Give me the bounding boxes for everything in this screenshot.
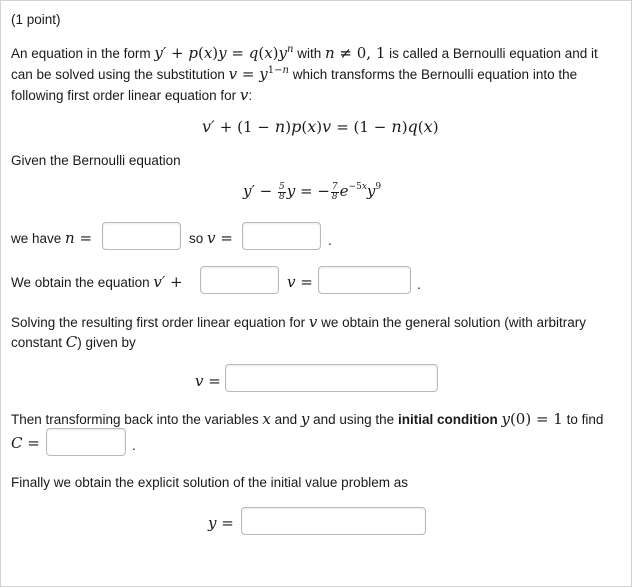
v-label: so v = [189, 229, 233, 247]
substitution-math: $v = y^{1-n}$ [228, 65, 289, 83]
period-3: . [132, 438, 136, 453]
v-equals-label: v = [287, 273, 313, 291]
points-label: (1 point) [11, 12, 61, 27]
transform-line-1: Then transforming back into the variables x and y and using the initial condition y(0) = 1 to find [11, 410, 604, 428]
c-label: C = [11, 434, 40, 452]
explicit-solution-label: y = [208, 514, 234, 532]
solving-line-2: constant C) given by [11, 333, 136, 351]
period-1: . [328, 233, 332, 248]
period-2: . [417, 277, 421, 292]
coefficient-input[interactable] [200, 266, 279, 294]
explicit-solution-input[interactable] [241, 507, 426, 535]
n-answer-input[interactable] [102, 222, 181, 250]
given-label: Given the Bernoulli equation [11, 153, 181, 168]
general-solution-input[interactable] [225, 364, 438, 392]
rhs-input[interactable] [318, 266, 411, 294]
v-substitution-input[interactable] [242, 222, 321, 250]
intro-line-3: following first order linear equation for v: [11, 86, 253, 104]
n-condition-math: n ≠ 0, 1 [324, 44, 386, 62]
intro-line-1: An equation in the form $y' + p(x)y = q(x)y^n$ with n ≠ 0, 1 is called a Bernoulli equation and it [11, 44, 598, 62]
n-label: we have n = [11, 229, 93, 247]
given-equation-display: y′ − $\frac{5}{8}$ y = − $\frac{7}{8}$ $e^{-5x}y^9$ [243, 181, 382, 202]
solving-line-1: Solving the resulting first order linear equation for v we obtain the general solution (with arbitrary [11, 313, 587, 331]
linear-equation-display: v′ + (1 − n)p(x)v = (1 − n)q(x) [202, 117, 439, 136]
intro-line-2: can be solved using the substitution $v = y^{1-n}$ which transforms the Bernoulli equation into the [11, 65, 578, 83]
bernoulli-form-math: $y' + p(x)y = q(x)y^n$ [154, 44, 294, 62]
finally-label: Finally we obtain the explicit solution of the initial value problem as [11, 475, 408, 490]
general-solution-label: v = [195, 372, 221, 390]
c-answer-input[interactable] [46, 428, 126, 456]
equation-label: We obtain the equation v′ + [11, 273, 183, 291]
